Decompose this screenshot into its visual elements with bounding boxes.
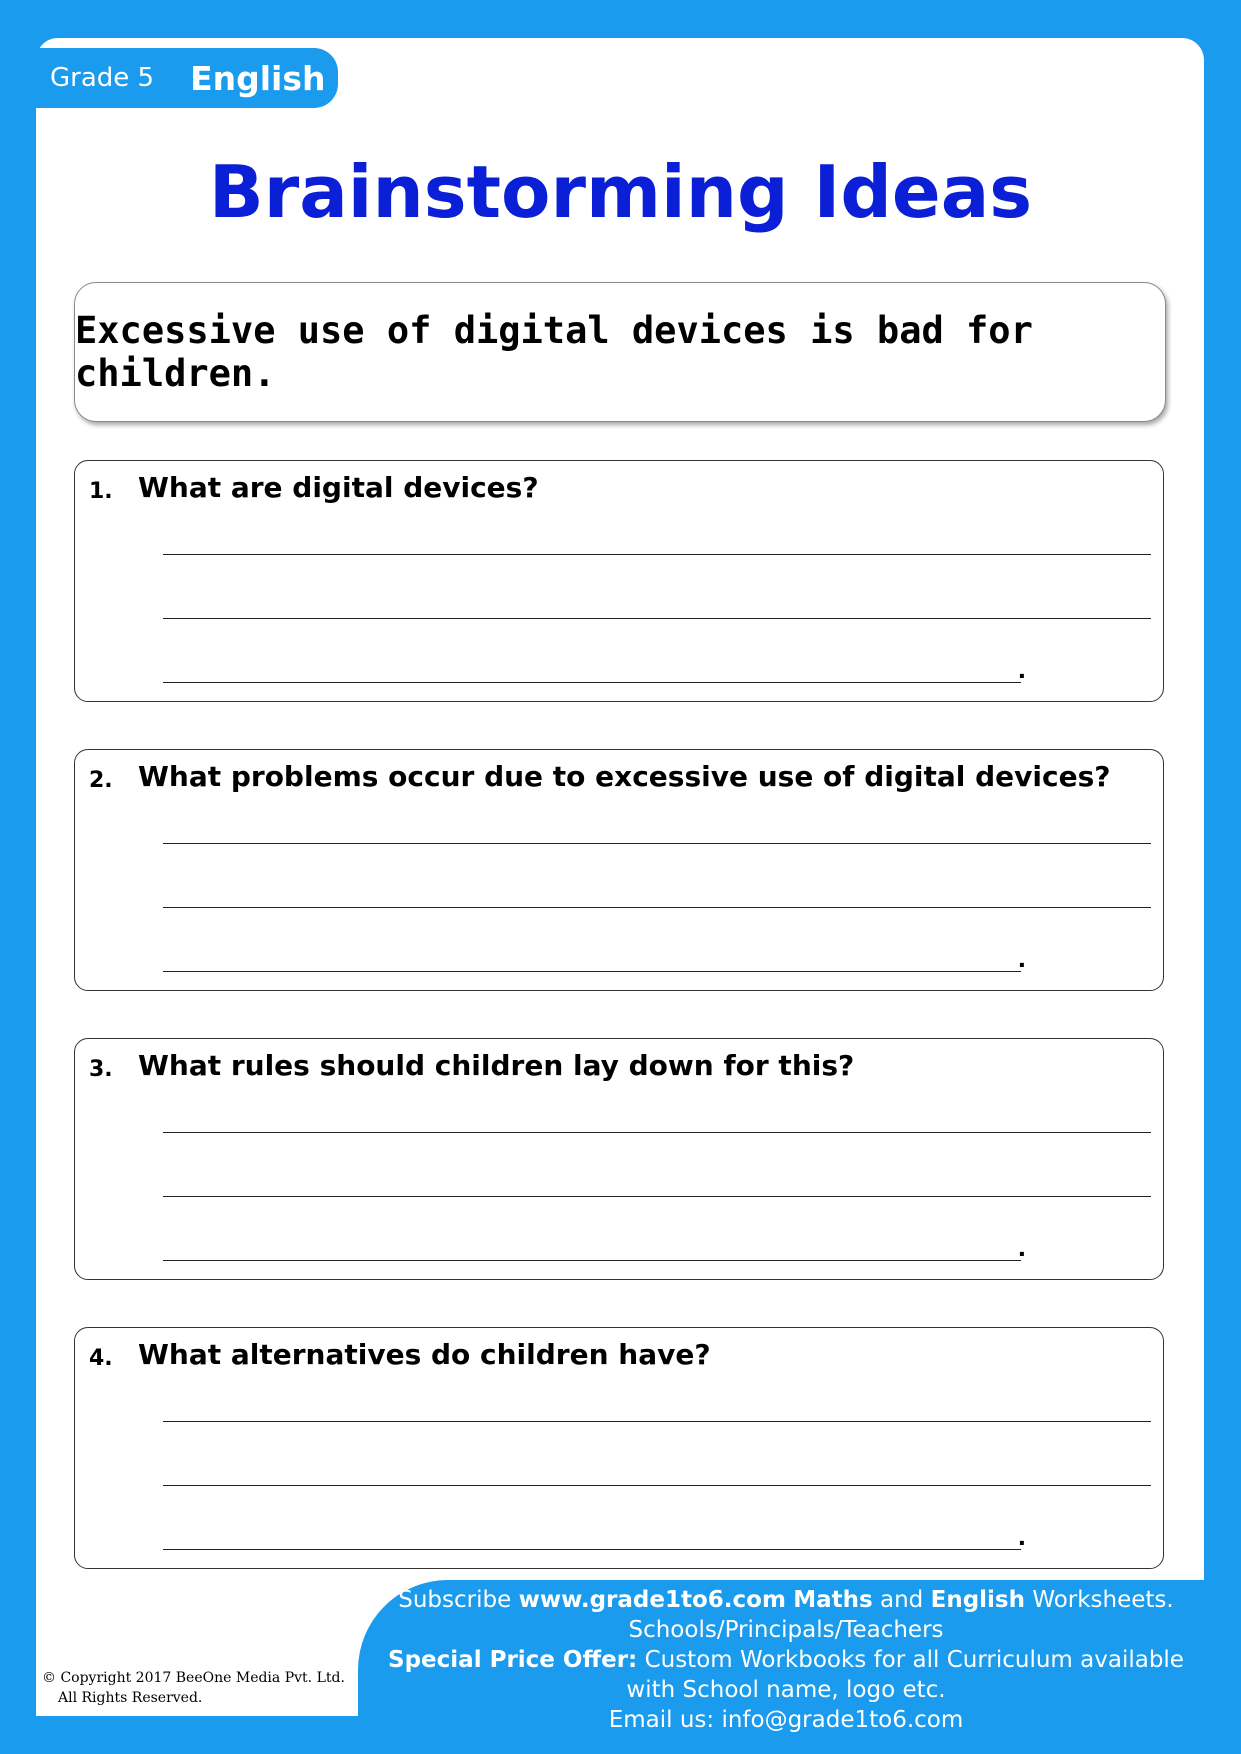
subscribe-prefix: Subscribe [398,1587,512,1613]
question-box-4 [74,1327,1164,1569]
question-number: 4. [89,1346,113,1371]
answer-line[interactable] [163,1132,1151,1133]
topic-statement: Excessive use of digital devices is bad for children. [75,309,1033,395]
answer-line[interactable] [163,1485,1151,1486]
answer-end-period: . [1018,653,1026,684]
offer-text: Custom Workbooks for all Curriculum available [644,1647,1184,1673]
english-label: English [930,1587,1025,1613]
question-box-1 [74,460,1164,702]
grade-subject-tab [36,48,338,108]
topic-box [74,282,1166,422]
question-number: 3. [89,1057,113,1082]
copyright-line: © Copyright 2017 BeeOne Media Pvt. Ltd. [42,1670,345,1686]
answer-line[interactable] [163,554,1151,555]
copyright-notice [42,1668,345,1708]
answer-line[interactable] [163,1421,1151,1422]
answer-line[interactable] [163,843,1151,844]
rights-line: All Rights Reserved. [58,1690,203,1706]
and-label: and [880,1587,924,1613]
question-box-3 [74,1038,1164,1280]
answer-line[interactable] [163,1549,1021,1550]
answer-line[interactable] [163,907,1151,908]
maths-label: Maths [793,1587,873,1613]
answer-line[interactable] [163,971,1021,972]
answer-line[interactable] [163,618,1151,619]
footer-offer-line [368,1645,1204,1675]
question-number: 1. [89,479,113,504]
footer-subscribe-line [368,1585,1204,1615]
answer-end-period: . [1018,942,1026,973]
answer-line[interactable] [163,1196,1151,1197]
subject-label: English [190,58,326,98]
site-link[interactable]: www.grade1to6.com [518,1587,786,1613]
answer-end-period: . [1018,1231,1026,1262]
offer-text-continued: with School name, logo etc. [626,1677,946,1703]
question-number: 2. [89,768,113,793]
question-text: What alternatives do children have? [138,1338,711,1371]
email-line[interactable]: Email us: info@grade1to6.com [608,1707,964,1733]
audience-line: Schools/Principals/Teachers [628,1617,944,1643]
question-box-2 [74,749,1164,991]
worksheets-label: Worksheets. [1032,1587,1174,1613]
question-text: What problems occur due to excessive use of digital devices? [138,760,1111,793]
page-title: Brainstorming Ideas [208,150,1033,234]
question-text: What rules should children lay down for this? [138,1049,855,1082]
grade-label: Grade 5 [50,63,155,93]
answer-line[interactable] [163,682,1021,683]
question-text: What are digital devices? [138,471,539,504]
offer-label: Special Price Offer: [388,1647,638,1673]
footer-text [368,1585,1204,1735]
answer-line[interactable] [163,1260,1021,1261]
answer-end-period: . [1018,1520,1026,1551]
